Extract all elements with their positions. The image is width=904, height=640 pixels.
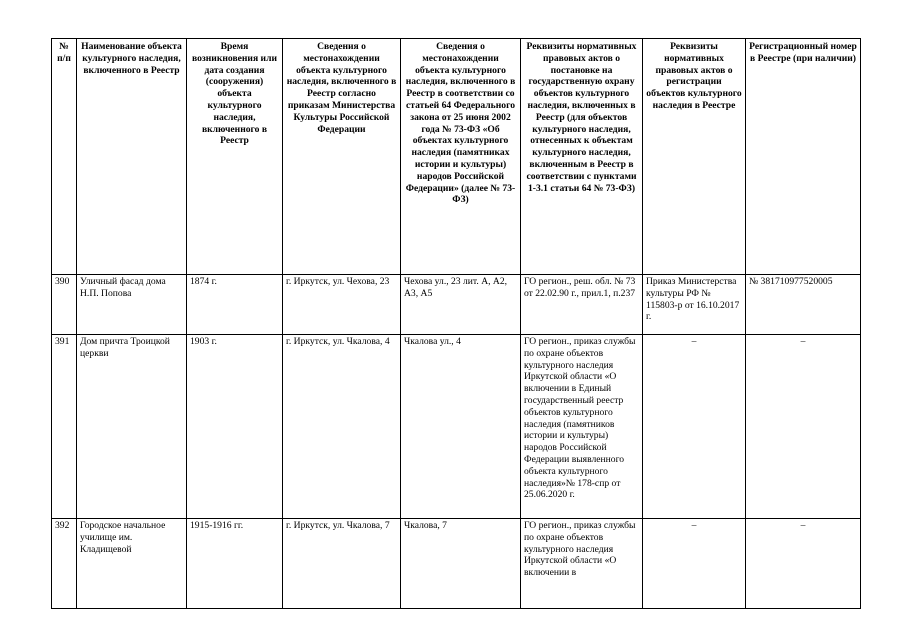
cell-num: 392 xyxy=(52,519,77,609)
table-header-row xyxy=(52,39,861,275)
header-reg-number: Регистрационный номер в Реестре (при наличии) xyxy=(746,39,861,275)
cell-location-orders: г. Иркутск, ул. Чкалова, 7 xyxy=(283,519,401,609)
cell-name: Уличный фасад дома Н.П. Попова xyxy=(77,275,187,335)
header-location-orders: Сведения о местонахождении объекта культурного наследия, включенного в Реестр согласно приказам Министерства Культуры Российской Федерации xyxy=(283,39,401,275)
heritage-registry-table xyxy=(51,38,861,609)
cell-location-orders: г. Иркутск, ул. Чехова, 23 xyxy=(283,275,401,335)
cell-num: 391 xyxy=(52,335,77,519)
page-clip xyxy=(51,38,863,610)
cell-acts-protection: ГО регион., приказ службы по охране объектов культурного наследия Иркутской области «О включении в xyxy=(521,519,643,609)
cell-acts-registration: – xyxy=(643,519,746,609)
table-row xyxy=(52,335,861,519)
header-acts-protection: Реквизиты нормативных правовых актов о постановке на государственную охрану объектов культурного наследия, включенных в Реестр (для объектов культурного наследия, отнесенных к объектам культурного наследия, включенным в Реестр в соответствии с пунктами 1-3.1 статьи 64 № 73-ФЗ) xyxy=(521,39,643,275)
cell-date: 1915-1916 гг. xyxy=(187,519,283,609)
table-row xyxy=(52,275,861,335)
header-acts-registration: Реквизиты нормативных правовых актов о регистрации объектов культурного наследия в Реестре xyxy=(643,39,746,275)
cell-name: Городское начальное училище им. Кладищевой xyxy=(77,519,187,609)
header-date: Время возникновения или дата создания (сооружения) объекта культурного наследия, включенного в Реестр xyxy=(187,39,283,275)
header-name: Наименование объекта культурного наследия, включенного в Реестр xyxy=(77,39,187,275)
cell-acts-registration: – xyxy=(643,335,746,519)
cell-acts-protection: ГО регион., приказ службы по охране объектов культурного наследия Иркутской области «О включении в Единый государственный реестр объектов культурного наследия (памятников истории и культуры) народов Российской Федерации выявленного объекта культурного наследия»№ 178-спр от 25.06.2020 г. xyxy=(521,335,643,519)
cell-location-orders: г. Иркутск, ул. Чкалова, 4 xyxy=(283,335,401,519)
cell-date: 1874 г. xyxy=(187,275,283,335)
cell-num: 390 xyxy=(52,275,77,335)
cell-acts-protection: ГО регион., реш. обл. № 73 от 22.02.90 г., прил.1, п.237 xyxy=(521,275,643,335)
cell-location-law: Чкалова ул., 4 xyxy=(401,335,521,519)
cell-date: 1903 г. xyxy=(187,335,283,519)
header-location-law: Сведения о местонахождении объекта культурного наследия, включенного в Реестр в соответствии со статьей 64 Федерального закона от 25 июня 2002 года № 73-ФЗ «Об объектах культурного наследия (памятниках истории и культуры) народов Российской Федерации» (далее № 73-ФЗ) xyxy=(401,39,521,275)
cell-name: Дом причта Троицкой церкви xyxy=(77,335,187,519)
cell-location-law: Чехова ул., 23 лит. А, А2, А3, А5 xyxy=(401,275,521,335)
cell-reg-number: – xyxy=(746,335,861,519)
table-row xyxy=(52,519,861,609)
cell-location-law: Чкалова, 7 xyxy=(401,519,521,609)
cell-acts-registration: Приказ Министерства культуры РФ № 115803-р от 16.10.2017 г. xyxy=(643,275,746,335)
cell-reg-number: № 381710977520005 xyxy=(746,275,861,335)
header-num: № п/п xyxy=(52,39,77,275)
cell-reg-number: – xyxy=(746,519,861,609)
